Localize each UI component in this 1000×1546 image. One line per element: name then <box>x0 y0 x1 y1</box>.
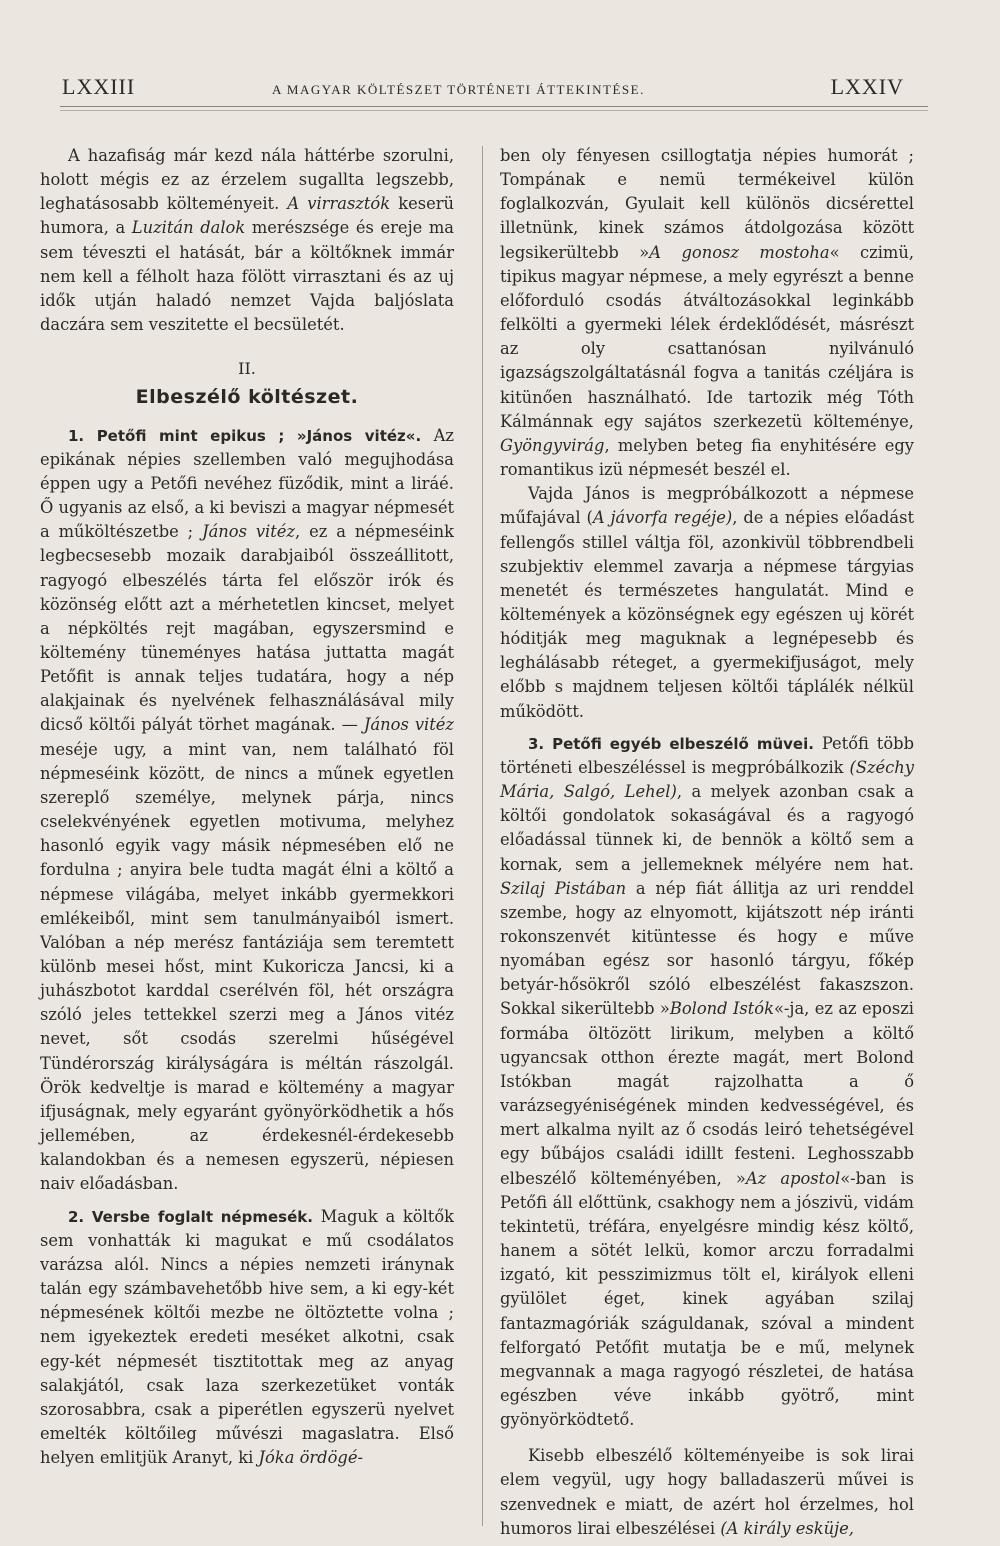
right-column <box>500 144 914 1541</box>
subsection-heading: 1. Petőfi mint epikus ; »János vitéz«. <box>68 426 422 445</box>
paragraph: 3. Petőfi egyéb elbeszélő müvei. Petőfi több történeti elbeszéléssel is megpróbálkozik (Széchy Mária, Salgó, Lehel), a melyek azonban csak a költői gondolatok sokaságával és a ragyogó előadással tünnek ki, de bennök a költő sem a kornak, sem a jellemeknek mélyére nem hat. Szilaj Pistában a nép fiát állitja az uri renddel szembe, hogy az elnyomott, kijátszott nép iránti rokonszenvét kitüntesse és hogy e műve nyomában egész sor hasonló tárgyu, főkép betyár-hősökről szóló elbeszélést fakaszszon. Sokkal sikerültebb »Bolond Istók«-ja, ez az eposzi formába öltözött lirikum, melyben a költő ugyancsak otthon érezte magát, mert Bolond Istókban magát rajzolhatta a ő varázsegyéniségének minden kedvességével, és mert alkalma nyilt az ő csodás leiró tehetségével egy bűbájos családi idillt festeni. Leghosszabb elbeszélő költeményében, »Az apostol«-ban is Petőfi áll előttünk, csakhogy nem a jószivü, vidám tekintetü, tréfára, enyelgésre mindig kész költő, hanem a sötét lelkü, komor arczu forradalmi izgató, kit pesszimizmus tölt el, királyok elleni gyülölet éget, kinek agyában szilaj fantazmagóriák száguldanak, szóval a mindent felforgató Petőfit mutatja be e mű, melynek megvannak a maga ragyogó részletei, de hatása egészben véve inkább gyötrő, mint gyönyörködtető. <box>500 733 914 1430</box>
subsection-heading: 3. Petőfi egyéb elbeszélő müvei. <box>528 734 814 753</box>
subsection-heading: 2. Versbe foglalt népmesék. <box>68 1207 313 1226</box>
page-number-right: LXXIV <box>830 74 904 99</box>
section-number: II. <box>238 359 256 379</box>
column-divider <box>482 146 483 1526</box>
section-title: Elbeszélő költészet. <box>135 386 359 409</box>
paragraph: ben oly fényesen csillogtatja népies humorát ; Tompának e nemü termékeivel külön foglalkozván, Gyulait kell különös dicsérettel illetnünk, kinek számos átdolgozása között legsikerültebb »A gonosz mostoha« czimü, tipikus magyar népmese, a mely egyrészt a benne előforduló csodás átváltozásokkal leginkább felkölti a gyermeki lélek érdeklődését, másrészt az oly csattanósan nyilvánuló igazságszolgáltatásnál fogva a tanitás czéljára is kitünően használható. Ide tartozik még Tóth Kálmánnak egy sajátos szerkezetü költeménye, Gyöngyvirág, melyben beteg fia enyhitésére egy romantikus izü népmesét beszél el. <box>500 146 915 480</box>
paragraph: Vajda János is megpróbálkozott a népmese műfajával (A jávorfa regéje), de a népies előadást fellengős stillel váltja föl, azonkivül többrendbeli szubjektiv elemmel zavarja a népmese tárgyias menetét és természetes hangulatát. Mind e költemények a közönségnek egy egészen uj körét hóditják meg maguknak a legnépesebb és leghálásabb réteget, a gyermekifjuságot, mely előbb s majdnem teljesen költői táplálék nélkül működött. <box>500 484 914 721</box>
paragraph: 2. Versbe foglalt népmesék. Maguk a költők sem vonhatták ki magukat e mű csodálatos varázsa alól. Nincs a népies nemzeti iránynak talán egy számbavehetőbb hive sem, a ki egy-két népmesének költői mezbe ne öltöztette volna ; nem igyekeztek eredeti meséket alkotni, csak egy-két népmesét tisztitottak meg az anyag salakjától, csak laza szerkezetüket vonták szorosabbra, csak a piperétlen egyszerü nyelvet emelték költőileg művészi magaslatra. Első helyen emlitjük Aranyt, ki Jóka ördögé- <box>40 1206 454 1468</box>
paragraph: 1. Petőfi mint epikus ; »János vitéz«. Az epikának népies szellemben való megujhodása éppen ugy a Petőfi nevéhez füződik, mint a liráé. Ő ugyanis az első, a ki beviszi a magyar népmesét a műköltészetbe ; János vitéz, ez a népmeséink legbecsesebb mozaik darabjaiból összeállitott, ragyogó elbeszélés tárta fel először irók és közönség előtt azt a mérhetetlen kincset, melyet a népköltés rejt magában, egyszersmind e költemény tüneményes hatása juttatta magát Petőfit is annak teljes tudatára, hogy a nép alakjainak és nyelvének felhasználásával mily dicső költői pályát törhet magának. — János vitéz meséje ugy, a mint van, nem található föl népmeséink között, de nincs a műnek egyetlen szereplő személye, melynek párja, nincs cselekvényének egyetlen motivuma, melyhez hasonló egyik vagy másik népmesében elő ne fordulna ; anyira bele tudta magát élni a költő a népmese világába, melyet inkább gyermekkori emlékeiből, mint sem tanulmányaiból ismert. Valóban a nép merész fantáziája sem teremtett különb mesei hőst, mint Kukoricza Jancsi, ki a juhászbotot karddal cserélvén föl, hét országra szóló jeles tettekkel szerzi meg a János vitéz nevet, sőt csodás szerelmi hűségével Tündérország királyságára is méltán rászolgál. Örök kedveltje is marad e költemény a magyar ifjuságnak, mely egyaránt gyönyörködhetik a hős jellemében, az érdekesnél-érdekesebb kalandokban és a nemesen egyszerü, népiesen naiv előadásban. <box>40 425 454 1194</box>
paragraph: A hazafiság már kezd nála háttérbe szorulni, holott mégis ez az érzelem sugallta legszebb, leghatásosabb költeményeit. A virrasztók keserü humora, a Luzitán dalok merészsége és ereje ma sem téveszti el hatását, bár a költőknek immár nem kell a félholt haza fölött virrasztani és az uj idők utján haladó nemzet Vajda baljóslata daczára sem veszitette el becsületét. <box>40 146 455 335</box>
paragraph: Kisebb elbeszélő költeményeibe is sok lirai elem vegyül, ugy hogy balladaszerü művei is szenvednek e miatt, de azért hol érzelmes, hol humoros lirai elbeszélései (A király esküje, <box>500 1446 914 1538</box>
header-rule-thin <box>60 110 928 111</box>
left-column <box>40 144 454 1470</box>
running-title: A MAGYAR KÖLTÉSZET TÖRTÉNETI ÁTTEKINTÉSE. <box>272 82 645 97</box>
header-rule <box>60 106 928 107</box>
page-number-left: LXXIII <box>62 74 136 99</box>
